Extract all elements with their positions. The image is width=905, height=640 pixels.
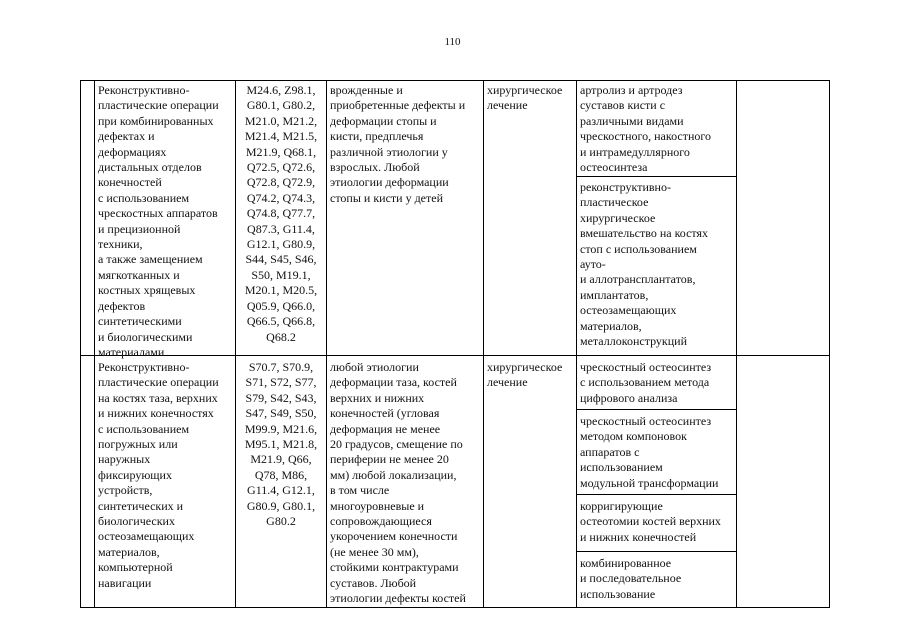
method-cell: комбинированное и последовательное использование (580, 556, 682, 601)
icd-codes-cell: S70.7, S70.9, S71, S72, S77, S79, S42, S43, S47, S49, S50, M99.9, M21.6, M95.1, M21.8, M21.9, Q66, Q78, M86, G11.4, G12.1, G80.9, G80.1, G80.2 (244, 360, 318, 529)
method-cell: чрескостный остеосинтез с использованием метода цифрового анализа (580, 360, 712, 405)
treatment-type-cell: хирургическое лечение (487, 83, 563, 113)
page-number: 110 (444, 36, 461, 48)
diagnosis-cell: любой этиологии деформации таза, костей верхних и нижних конечностей (угловая деформация не менее 20 градусов, смещение по периферии не менее 20 мм) любой локализации, в том числе многоуровневые и сопровождающиеся укорочением конечности (не менее 30 мм), стойкими контрактурами суставов. Любой этиологии дефекты костей (330, 360, 466, 606)
diagnosis-cell: врожденные и приобретенные дефекты и деформации стопы и кисти, предплечья различной этиологии у взрослых. Любой этиологии деформации стопы и кисти у детей (330, 83, 466, 205)
icd-codes-cell: M24.6, Z98.1, G80.1, G80.2, M21.0, M21.2, M21.4, M21.5, M21.9, Q68.1, Q72.5, Q72.6, Q72.8, Q72.9, Q74.2, Q74.3, Q74.8, Q77.7, Q87.3, G11.4, G12.1, G80.9, S44, S45, S46, S50, M19.1, M20.1, M20.5, Q05.9, Q66.0, Q66.5, Q66.8, Q68.2 (244, 83, 318, 344)
method-cell: чрескостный остеосинтез методом компоновок аппаратов с использованием модульной трансформации (580, 414, 719, 490)
method-cell: артролиз и артродез суставов кисти с различными видами чрескостного, накостного и интрамедуллярного остеосинтеза (580, 83, 712, 175)
method-cell: корригирующие остеотомии костей верхних и нижних конечностей (580, 499, 721, 544)
method-cell: реконструктивно- пластическое хирургическое вмешательство на костях стоп с использованием ауто- и аллотрансплантатов, имплантатов, остеозамещающих материалов, металлоконструкций (580, 180, 709, 349)
treatment-type-cell: хирургическое лечение (487, 360, 563, 390)
operation-name-cell: Реконструктивно- пластические операции при комбинированных дефектах и деформациях дистальных отделов конечностей с использованием чрескостных аппаратов и прецизионной техники, а также замещением мягкотканных и костных хрящевых дефектов синтетическими и биологическими материалами (98, 83, 219, 359)
operation-name-cell: Реконструктивно- пластические операции на костях таза, верхних и нижних конечностях с использованием погружных или наружных фиксирующих устройств, синтетических и биологических остеозамещающих материалов, компьютерной навигации (98, 360, 219, 590)
